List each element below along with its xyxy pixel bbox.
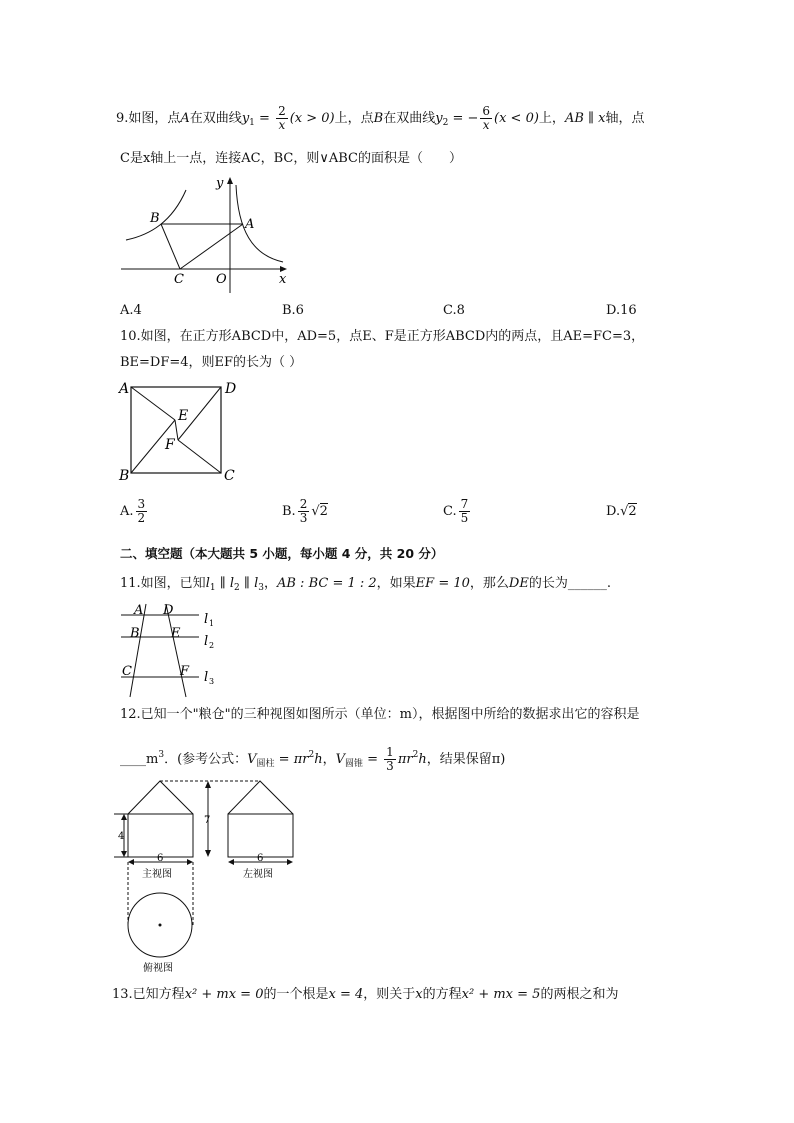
q9-line1: 9.如图，点A在双曲线$y_1$ = $\frac{2}{x}$ (x > 0)上，点B在双曲线$y_2$ = − $\frac{6}{x}$ (x < 0)上，AB ∥ x轴，点	[116, 104, 645, 132]
q10-label-A: A	[119, 381, 130, 397]
q11-label-l3-sub: 3	[209, 677, 215, 686]
q11-label-E: E	[171, 626, 181, 641]
q11-label-D: D	[163, 603, 174, 618]
q9-label-x: x	[279, 272, 287, 287]
q11-label-l3: l	[204, 670, 209, 685]
q12-dim-6-front: 6	[157, 853, 164, 864]
q10-label-B: B	[119, 468, 130, 484]
q12-dim-4: 4	[118, 831, 125, 842]
q10-option-d: D.√2	[606, 504, 637, 519]
q9-fraction-2: $\frac{6}{x}$	[482, 104, 491, 132]
q9-option-d: D.16	[606, 303, 637, 318]
q12-dim-6-left: 6	[257, 853, 264, 864]
q12-line1: 12.已知一个"粮仓"的三种视图如图所示（单位：m），根据图中所给的数据求出它的容积是	[120, 707, 640, 722]
q10-label-F: F	[165, 437, 175, 453]
q11-label-l1: l	[204, 612, 209, 627]
q10-option-c: C. $\frac{7}{5}$	[443, 497, 469, 525]
section-heading: 二、填空题（本大题共 5 小题，每小题 4 分，共 20 分）	[120, 546, 444, 561]
q12-label-top-view: 俯视图	[143, 963, 173, 974]
q11-label-F: F	[180, 664, 190, 679]
q9-label-y: y	[216, 176, 224, 191]
q13-line: 13.已知方程x² + mx = 0的一个根是x = 4，则关于x的方程x² + mx = 5的两根之和为	[112, 987, 619, 1002]
q9-line2: C是x轴上一点，连接AC，BC，则∨ABC的面积是（ ）	[120, 151, 462, 166]
q10-label-E: E	[178, 408, 189, 424]
q9-option-a: A.4	[120, 303, 142, 318]
q10-option-b: B. $\frac{2}{3}$ √2	[282, 497, 328, 525]
q9-label-A: A	[245, 217, 255, 232]
q9-option-b: B.6	[282, 303, 304, 318]
q11-label-C: C	[122, 664, 132, 679]
q9-label-O: O	[216, 272, 227, 287]
q11-label-l1-sub: 1	[209, 619, 215, 628]
q12-line2: $\_\_\_\_m^3$．(参考公式：$V_{圆柱} = \pi r^2h$，$V_{圆锥}$ = $\frac{1}{3}$ $\pi r^2h$，结果保留π)	[120, 745, 506, 773]
q10-label-C: C	[224, 468, 235, 484]
q11-label-A: A	[134, 603, 144, 618]
q11-label-B: B	[130, 626, 140, 641]
q9-label-C: C	[174, 272, 184, 287]
q11-label-l2: l	[204, 634, 209, 649]
q11-line: 11.如图，已知$l_1$ ∥ $l_2$ ∥ $l_3$，AB : BC = 1 : 2，如果EF = 10，那么DE的长为______.	[120, 576, 611, 593]
q10-line1: 10.如图，在正方形ABCD中，AD=5，点E、F是正方形ABCD内的两点，且AE=FC=3，	[120, 329, 645, 344]
q9-label-B: B	[150, 211, 160, 226]
q10-label-D: D	[225, 381, 237, 397]
q12-label-left-view: 左视图	[243, 869, 273, 880]
q9-option-c: C.8	[443, 303, 465, 318]
q10-line2: BE=DF=4，则EF的长为（ ）	[120, 355, 303, 370]
q10-option-a: A. $\frac{3}{2}$	[120, 497, 146, 525]
q12-dim-7: 7	[204, 815, 211, 826]
q12-label-front-view: 主视图	[142, 869, 172, 880]
q11-label-l2-sub: 2	[209, 641, 215, 650]
q9-fraction-1: $\frac{2}{x}$	[278, 104, 286, 132]
